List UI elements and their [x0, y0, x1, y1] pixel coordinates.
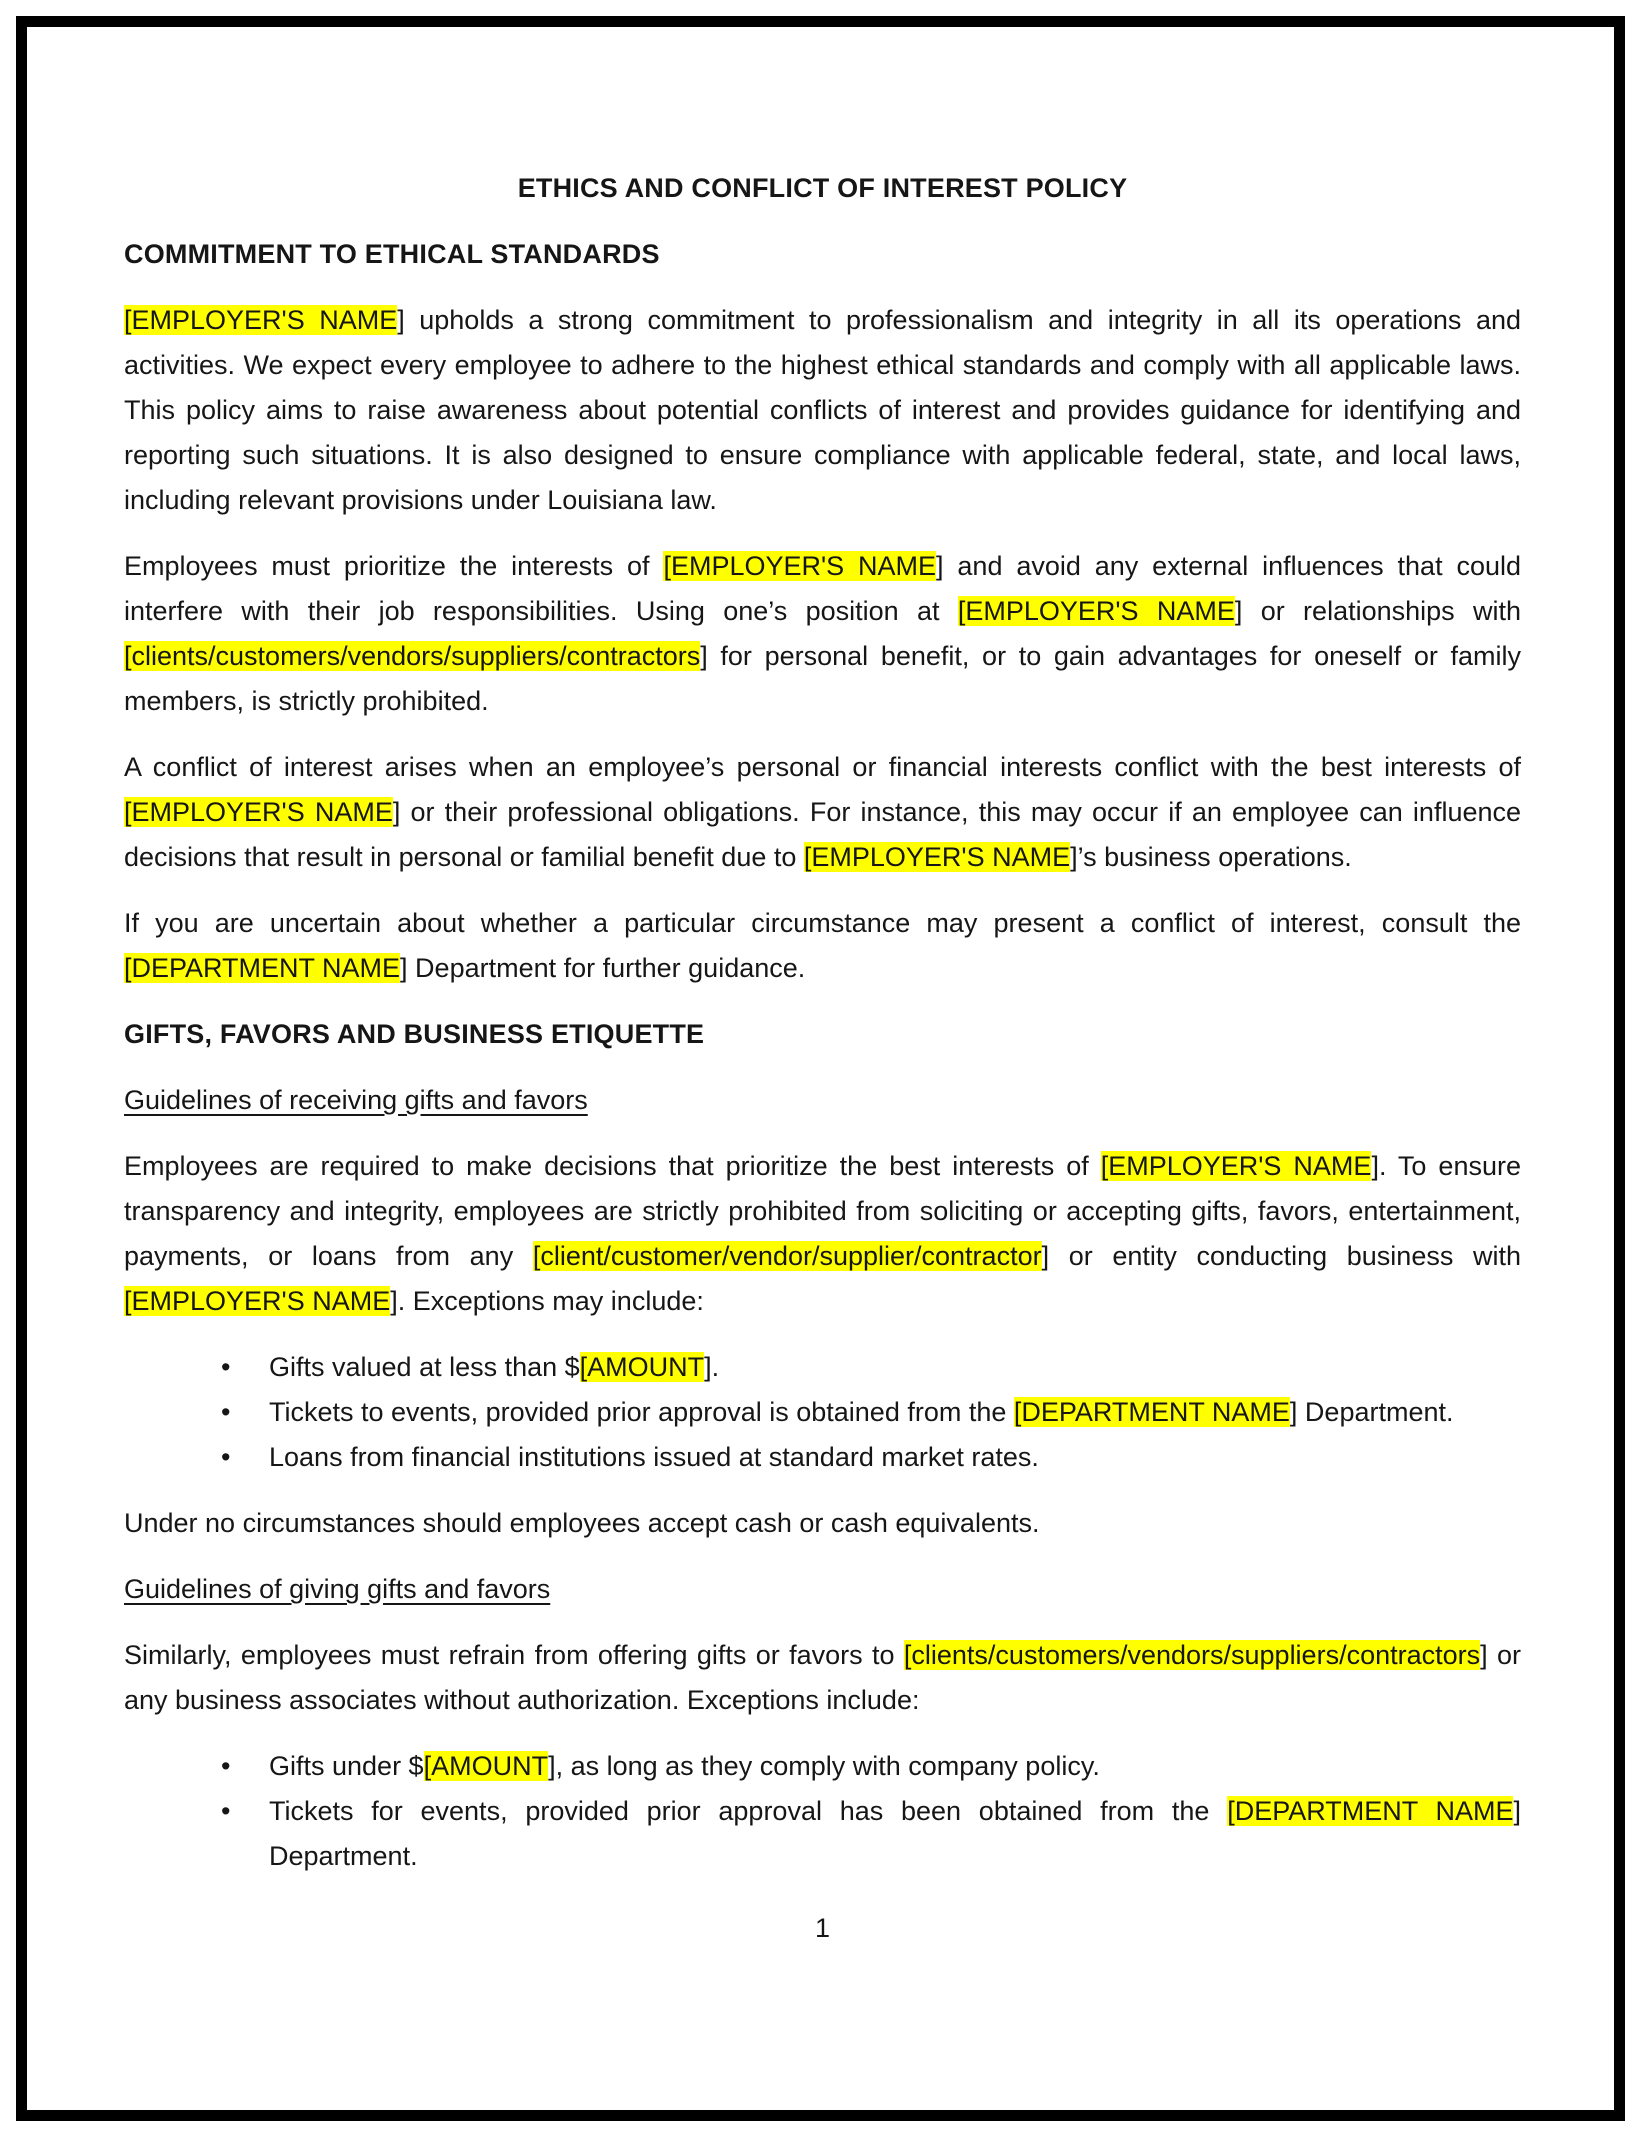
bullet-icon: • — [221, 1442, 231, 1472]
placeholder-highlight: [EMPLOYER'S NAME — [124, 1286, 391, 1316]
bullet-text: Loans from financial institutions issued at standard market rates. — [269, 1442, 1039, 1472]
paragraph-text: ]. Exceptions may include: — [390, 1286, 704, 1316]
placeholder-highlight: [EMPLOYER'S NAME — [1100, 1151, 1372, 1181]
section-subheading: Guidelines of receiving gifts and favors — [124, 1085, 588, 1115]
bullet-icon: • — [221, 1352, 231, 1382]
bullet-list — [124, 1744, 1521, 1879]
paragraph-text: ] or relationships with — [1234, 596, 1521, 626]
bullet-text: ] Department. — [1289, 1397, 1454, 1427]
policy-paragraph — [124, 745, 1521, 880]
section-subheading: Guidelines of giving gifts and favors — [124, 1574, 551, 1604]
policy-paragraph — [124, 1144, 1521, 1324]
paragraph-text: ] Department for further guidance. — [400, 953, 806, 983]
paragraph-text: ] or their professional obligations. For instance, this may occur if an employee can influence decisions that result in personal or familial benefit due to — [124, 797, 1522, 872]
bullet-item — [124, 1789, 1521, 1879]
bullet-list — [124, 1345, 1521, 1480]
policy-paragraph — [124, 544, 1521, 724]
policy-paragraph — [124, 1501, 1521, 1546]
paragraph-text: ]. To ensure transparency and integrity, employees are strictly prohibited from soliciting or accepting gifts, favors, entertainment, payments, or loans from any — [124, 1151, 1521, 1271]
paragraph-text: ] or any business associates without authorization. Exceptions include: — [124, 1640, 1521, 1715]
placeholder-highlight: [EMPLOYER'S NAME — [663, 551, 937, 581]
placeholder-highlight: [DEPARTMENT NAME — [1227, 1796, 1514, 1826]
policy-paragraph — [124, 901, 1521, 991]
paragraph-text: ] upholds a strong commitment to professionalism and integrity in all its operations and activities. We expect every employee to adhere to the highest ethical standards and comply with all applicable laws. This policy aims to raise awareness about potential conflicts of interest and provides guidance for identifying and reporting such situations. It is also designed to ensure compliance with applicable federal, state, and local laws, including relevant provisions under Louisiana law. — [124, 305, 1521, 515]
paragraph-text: Employees are required to make decisions that prioritize the best interests of — [124, 1151, 1101, 1181]
bullet-text: ]. — [704, 1352, 720, 1382]
bullet-icon: • — [221, 1397, 231, 1427]
policy-paragraph — [124, 1633, 1521, 1723]
placeholder-highlight: [AMOUNT — [579, 1352, 705, 1382]
placeholder-highlight: [DEPARTMENT NAME — [124, 953, 401, 983]
bullet-text: Gifts under $ — [269, 1751, 424, 1781]
bullet-text: Tickets for events, provided prior approval has been obtained from the — [269, 1796, 1228, 1826]
paragraph-text: Similarly, employees must refrain from offering gifts or favors to — [124, 1640, 904, 1670]
page-number: 1 — [814, 1913, 831, 1943]
bullet-icon: • — [221, 1751, 231, 1781]
document-body — [124, 232, 1521, 1879]
document-title: ETHICS AND CONFLICT OF INTEREST POLICY — [517, 173, 1128, 203]
placeholder-highlight: [DEPARTMENT NAME — [1013, 1397, 1290, 1427]
placeholder-highlight: [client/customer/vendor/supplier/contractor — [532, 1241, 1042, 1271]
paragraph-text: ]’s business operations. — [1070, 842, 1352, 872]
placeholder-highlight: [EMPLOYER'S NAME — [957, 596, 1235, 626]
bullet-icon: • — [221, 1796, 231, 1826]
paragraph-text: ] for personal benefit, or to gain advantages for oneself or family members, is strictly prohibited. — [124, 641, 1521, 716]
paragraph-text: If you are uncertain about whether a particular circumstance may present a conflict of interest, consult the — [124, 908, 1521, 938]
policy-paragraph — [124, 298, 1521, 523]
placeholder-highlight: [clients/customers/vendors/suppliers/contractors — [903, 1640, 1481, 1670]
bullet-text: ] Department. — [269, 1796, 1521, 1871]
section-heading: GIFTS, FAVORS AND BUSINESS ETIQUETTE — [124, 1019, 705, 1049]
placeholder-highlight: [EMPLOYER'S NAME — [803, 842, 1071, 872]
section-heading: COMMITMENT TO ETHICAL STANDARDS — [124, 239, 660, 269]
paragraph-text: Employees must prioritize the interests of — [124, 551, 664, 581]
bullet-text: ], as long as they comply with company policy. — [548, 1751, 1100, 1781]
bullet-text: Gifts valued at less than $ — [269, 1352, 580, 1382]
bullet-item — [124, 1345, 1521, 1390]
placeholder-highlight: [EMPLOYER'S NAME — [124, 797, 393, 827]
bullet-item — [124, 1390, 1521, 1435]
bullet-item — [124, 1744, 1521, 1789]
placeholder-highlight: [EMPLOYER'S NAME — [124, 305, 398, 335]
bullet-text: Tickets to events, provided prior approval is obtained from the — [269, 1397, 1014, 1427]
paragraph-text: A conflict of interest arises when an employee’s personal or financial interests conflict with the best interests of — [124, 752, 1521, 782]
placeholder-highlight: [clients/customers/vendors/suppliers/contractors — [124, 641, 701, 671]
paragraph-text: ] or entity conducting business with — [1041, 1241, 1521, 1271]
placeholder-highlight: [AMOUNT — [423, 1751, 549, 1781]
bullet-item — [124, 1435, 1521, 1480]
paragraph-text: ] and avoid any external influences that could interfere with their job responsibilities. Using one’s position at — [124, 551, 1521, 626]
paragraph-text: Under no circumstances should employees accept cash or cash equivalents. — [124, 1508, 1040, 1538]
